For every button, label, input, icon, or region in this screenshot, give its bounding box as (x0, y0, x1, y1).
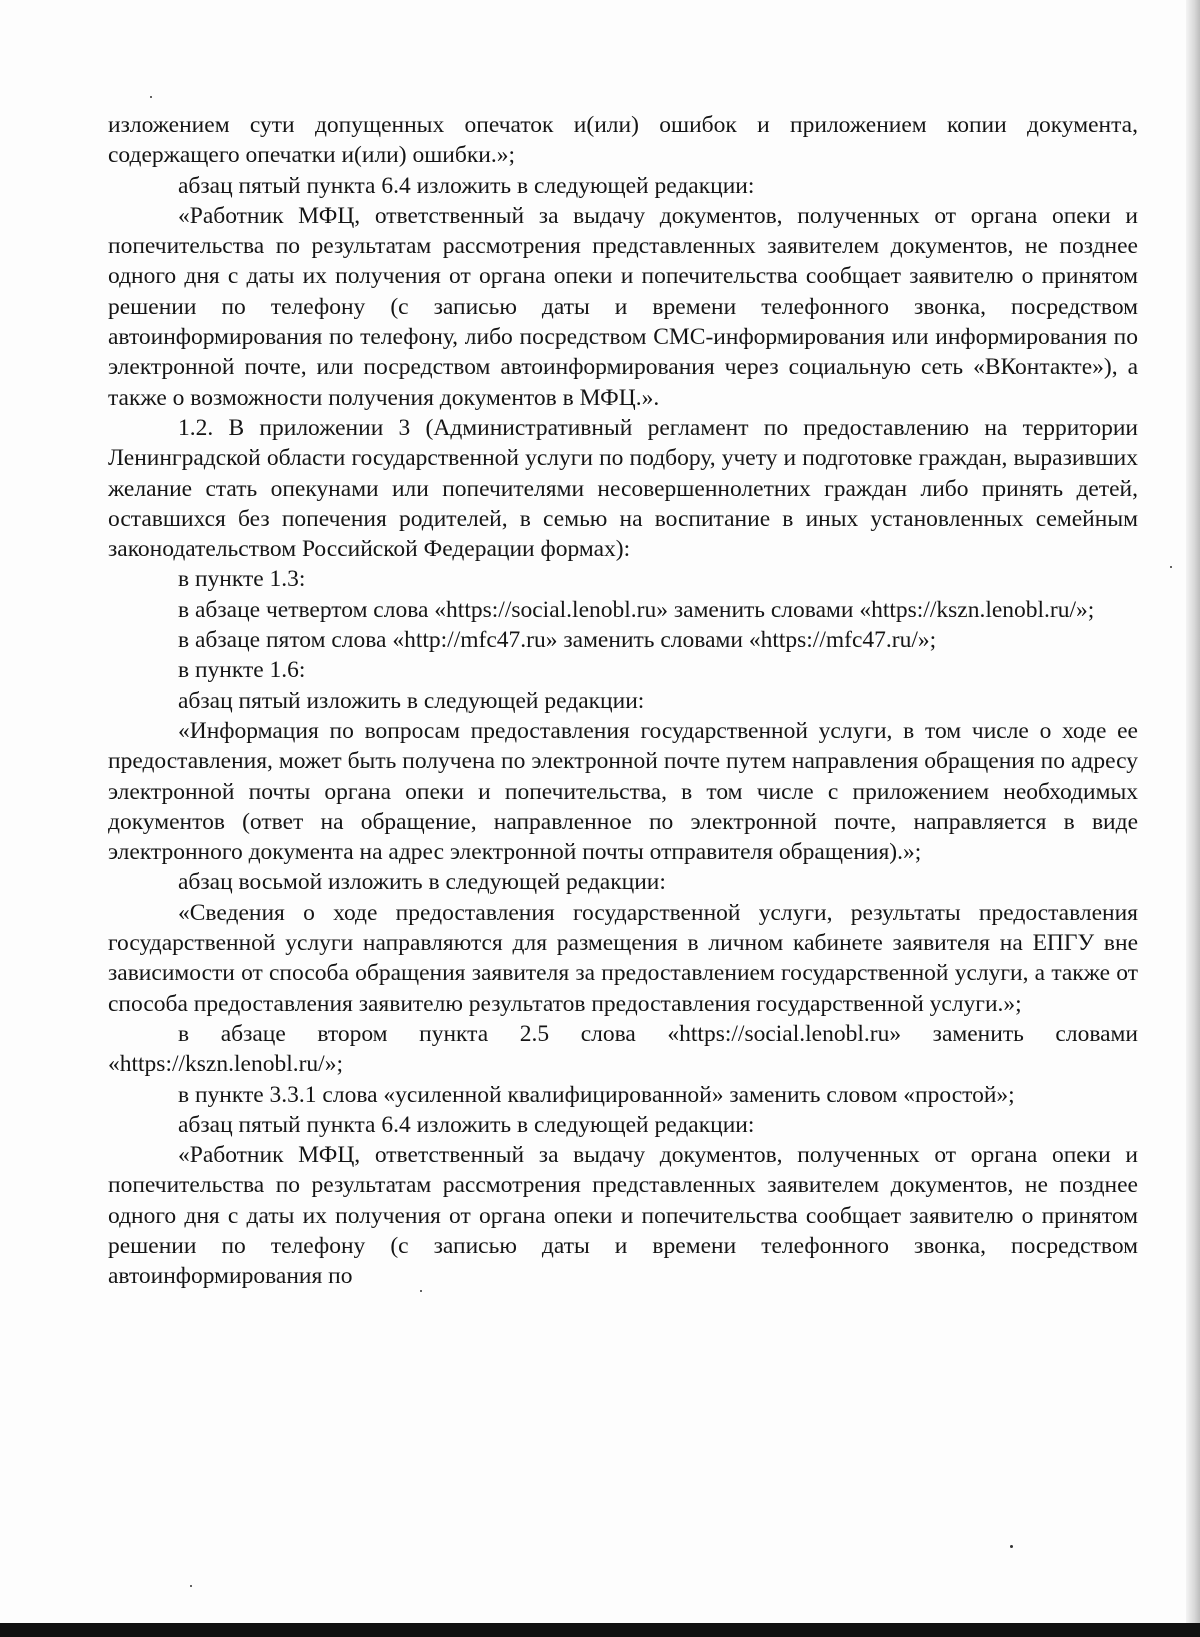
scan-speck (1170, 566, 1172, 568)
scan-speck (150, 96, 152, 98)
scan-speck (190, 1585, 192, 1587)
paragraph-9: абзац пятый изложить в следующей редакции: (178, 687, 645, 714)
paragraph-15: абзац пятый пункта 6.4 изложить в следующей редакции: (178, 1111, 755, 1138)
paragraph-7: в абзаце пятом слова «http://mfc47.ru» заменить словами «https://mfc47.ru/»; (178, 627, 937, 654)
paragraph-14: в пункте 3.3.1 слова «усиленной квалифицированной» заменить словом «простой»; (178, 1081, 1015, 1108)
paragraph-12: «Сведения о ходе предоставления государственной услуги, результаты предоставления государственной услуги направляются для размещения в личном кабинете заявителя на ЕПГУ вне зависимости от способа обращения заявителя за предоставлением государственной услуги, а также от способа предоставления заявителю результатов предоставления государственной услуги.»; (108, 899, 1138, 1017)
paragraph-4: 1.2. В приложении 3 (Административный регламент по предоставлению на территории Ленинградской области государственной услуги по подбору, учету и подготовке граждан, выразивших желание стать опекунами или попечителями несовершеннолетних граждан либо принять детей, оставшихся без попечения родителей, в семью на воспитание в иных установленных семейным законодательством Российской Федерации формах): (108, 414, 1138, 563)
paragraph-5: в пункте 1.3: (178, 566, 306, 593)
scan-speck (1010, 1545, 1013, 1548)
paragraph-10: «Информация по вопросам предоставления государственной услуги, в том числе о ходе ее предоставления, может быть получена по электронной почте путем направления обращения по адресу электронной почты органа опеки и попечительства, в том числе с приложением необходимых документов (ответ на обращение, направленное по электронной почте, направляется в виде электронного документа на адрес электронной почты отправителя обращения).»; (108, 717, 1138, 866)
paragraph-16: «Работник МФЦ, ответственный за выдачу документов, полученных от органа опеки и попечительства по результатам рассмотрения представленных заявителем документов, не позднее одного дня с даты их получения от органа опеки и попечительства сообщает заявителю о принятом решении по телефону (с записью даты и времени телефонного звонка, посредством автоинформирования по (108, 1142, 1138, 1290)
scan-edge-right (1186, 0, 1200, 1637)
paragraph-2: абзац пятый пункта 6.4 изложить в следующей редакции: (178, 172, 755, 199)
paragraph-8: в пункте 1.6: (178, 657, 306, 684)
scan-edge-bottom (0, 1623, 1200, 1637)
paragraph-6: в абзаце четвертом слова «https://social.lenobl.ru» заменить словами «https://kszn.lenobl.ru/»; (178, 596, 1095, 623)
paragraph-1: изложением сути допущенных опечаток и(или) ошибок и приложением копии документа, содержащего опечатки и(или) ошибки.»; (108, 112, 1138, 169)
paragraph-13: в абзаце втором пункта 2.5 слова «https://social.lenobl.ru» заменить словами «https://kszn.lenobl.ru/»; (108, 1020, 1138, 1078)
paragraph-11: абзац восьмой изложить в следующей редакции: (178, 869, 666, 896)
paragraph-3: «Работник МФЦ, ответственный за выдачу документов, полученных от органа опеки и попечительства по результатам рассмотрения представленных заявителем документов, не позднее одного дня с даты их получения от органа опеки и попечительства сообщает заявителю о принятом решении по телефону (с записью даты и времени телефонного звонка, посредством автоинформирования по телефону, либо посредством СМС-информирования или информирования по электронной почте, или посредством автоинформирования через социальную сеть «ВКонтакте»), а также о возможности получения документов в МФЦ.». (108, 202, 1138, 411)
document-body (108, 110, 1138, 1292)
